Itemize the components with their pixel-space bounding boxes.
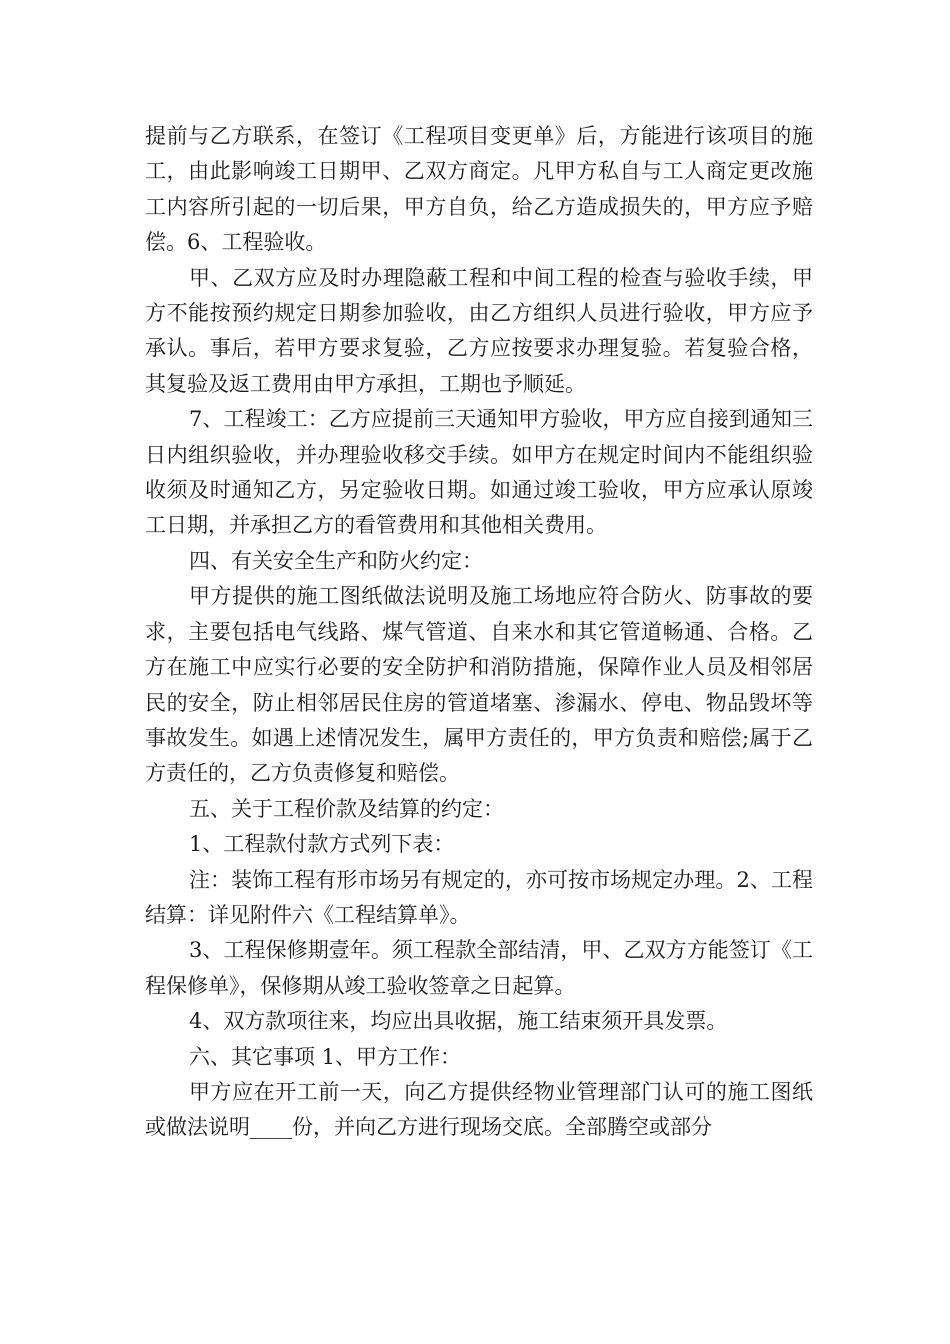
section-heading-payment: 五、关于工程价款及结算的约定： [189, 796, 504, 821]
section-heading-other: 六、其它事项 1、甲方工作： [189, 1044, 462, 1069]
paragraph-receipts: 4、双方款项往来，均应出具收据，施工结束须开具发票。 [189, 1009, 728, 1034]
paragraph-party-a-duties: 甲方应在开工前一天，向乙方提供经物业管理部门认可的施工图纸或做法说明____份，并向乙方进行现场交底。全部腾空或部分 [145, 1079, 813, 1140]
document-body [145, 119, 813, 1146]
paragraph-warranty: 3、工程保修期壹年。须工程款全部结清，甲、乙双方方能签订《工程保修单》，保修期从竣工验收签章之日起算。 [145, 938, 813, 998]
paragraph-safety: 甲方提供的施工图纸做法说明及施工场地应符合防火、防事故的要求，主要包括电气线路、煤气管道、自来水和其它管道畅通、合格。乙方在施工中应实行必要的安全防护和消防措施，保障作业人员及相邻居民的安全，防止相邻居民住房的管道堵塞、渗漏水、停电、物品毁坏等事故发生。如遇上述情况发生，属甲方责任的，甲方负责和赔偿;属于乙方责任的，乙方负责修复和赔偿。 [145, 584, 813, 786]
paragraph-inspection: 甲、乙双方应及时办理隐蔽工程和中间工程的检查与验收手续，甲方不能按预约规定日期参加验收，由乙方组织人员进行验收，甲方应予承认。事后，若甲方要求复验，乙方应按要求办理复验。若复验合格，其复验及返工费用由甲方承担，工期也予顺延。 [145, 265, 813, 396]
paragraph-settlement-note: 注：装饰工程有形市场另有规定的，亦可按市场规定办理。2、工程结算：详见附件六《工程结算单》。 [145, 867, 813, 927]
paragraph-payment-method: 1、工程款付款方式列下表： [189, 832, 455, 857]
paragraph-change-order: 提前与乙方联系，在签订《工程项目变更单》后，方能进行该项目的施工，由此影响竣工日期甲、乙双方商定。凡甲方私自与工人商定更改施工内容所引起的一切后果，甲方自负，给乙方造成损失的，甲方应予赔偿。6、工程验收。 [145, 124, 813, 255]
paragraph-completion: 7、工程竣工：乙方应提前三天通知甲方验收，甲方应自接到通知三日内组织验收，并办理验收移交手续。如甲方在规定时间内不能组织验收须及时通知乙方，另定验收日期。如通过竣工验收，甲方应承认原竣工日期，并承担乙方的看管费用和其他相关费用。 [145, 407, 813, 538]
section-heading-safety: 四、有关安全生产和防火约定： [189, 548, 483, 573]
